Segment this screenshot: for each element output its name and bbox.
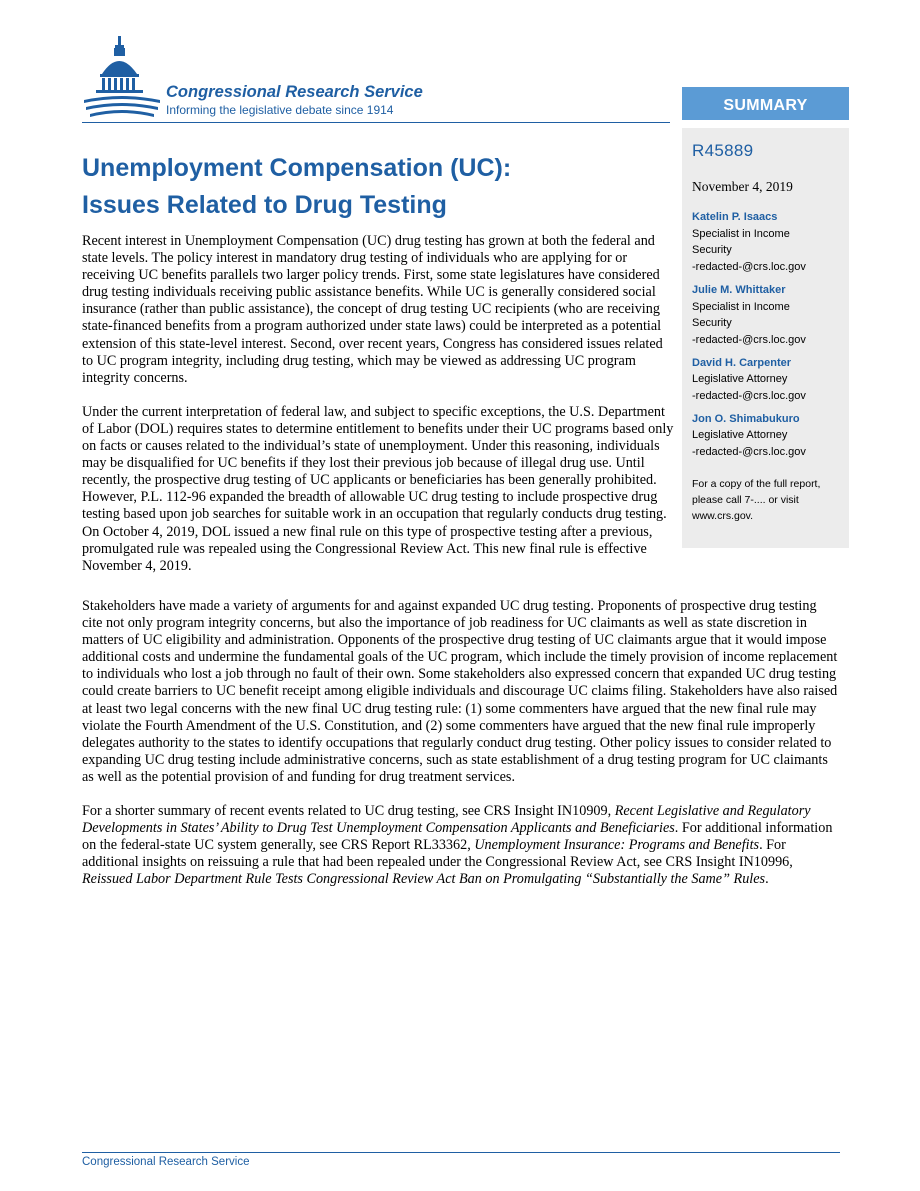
summary-heading: SUMMARY <box>682 87 849 120</box>
text-run: . <box>765 871 769 888</box>
text-run: . For additional insights on reissuing a rule that had been repealed under the Congressional Review Act, see CRS Insight IN10996, <box>82 837 793 871</box>
footer-divider <box>82 1152 840 1153</box>
copy-note-line: For a copy of the full report, <box>692 477 821 490</box>
author-title: Security <box>692 317 732 330</box>
author-email[interactable]: -redacted-@crs.loc.gov <box>692 261 806 274</box>
author-entry <box>692 411 839 461</box>
author-title: Security <box>692 244 732 257</box>
crs-logo <box>82 34 482 124</box>
report-citation: Reissued Labor Department Rule Tests Congressional Review Act Ban on Promulgating “Substantially the Same” Rules <box>82 871 766 888</box>
author-email[interactable]: -redacted-@crs.loc.gov <box>692 446 806 459</box>
report-date: November 4, 2019 <box>692 179 793 194</box>
author-name: Julie M. Whittaker <box>692 283 786 296</box>
copy-note-link[interactable]: www.crs.gov. <box>692 509 754 522</box>
author-entry <box>692 209 839 276</box>
capitol-dome-icon <box>82 34 162 122</box>
author-title: Legislative Attorney <box>692 373 788 386</box>
report-title <box>82 150 672 224</box>
text-run: . For additional information on the federal-state UC system generally, see CRS Report RL33362, <box>82 820 833 854</box>
author-name: David H. Carpenter <box>692 356 792 369</box>
author-entry <box>692 282 839 349</box>
org-tagline: Informing the legislative debate since 1914 <box>166 103 394 117</box>
title-line: Unemployment Compensation (UC): <box>82 154 512 182</box>
author-entry <box>692 355 839 405</box>
author-email[interactable]: -redacted-@crs.loc.gov <box>692 390 806 403</box>
summary-body-wide <box>82 598 838 906</box>
footer-org: Congressional Research Service <box>82 1156 250 1168</box>
paragraph: Recent interest in Unemployment Compensation (UC) drug testing has grown at both the federal and state levels. The policy interest in mandatory drug testing of individuals who are applying for or receiving UC benefits parallels two larger policy trends. First, some state legislatures have considered drug testing individuals receiving public assistance benefits. While UC is generally considered social insurance (rather than public assistance), the concept of drug testing UC recipients (who are receiving state-financed benefits from a program authorized under state laws) could be interpreted as a potential extension of this state-level interest. Second, over recent years, Congress has considered issues related to UC program integrity, including drug testing, which may be viewed as addressing UC program integrity concerns. <box>82 233 663 386</box>
org-name: Congressional Research Service <box>166 83 423 101</box>
related-reports-paragraph <box>82 803 838 888</box>
author-title: Specialist in Income <box>692 300 790 313</box>
header-divider <box>82 122 670 123</box>
paragraph: Under the current interpretation of federal law, and subject to specific exceptions, the U.S. Department of Labor (DOL) requires states to determine entitlement to benefits under their UC programs based only on facts or causes related to the individual’s state of unemployment. Under this reasoning, individuals may be disqualified for UC benefits if they lost their previous job because of illegal drug use. Until recently, the prospective drug testing of UC applicants or beneficiaries has been generally prohibited. However, P.L. 112-96 expanded the breadth of allowable UC drug testing to include prospective drug testing based upon job searches for suitable work in an occupation that regularly conducts drug testing. On October 4, 2019, DOL issued a new final rule on this type of prospective testing after a previous, promulgated rule was repealed using the Congressional Review Act. This new final rule is effective November 4, 2019. <box>82 403 674 574</box>
report-citation: Recent Legislative and Regulatory Developments in States’ Ability to Drug Test Unemployment Compensation Applicants and Beneficiaries <box>82 803 811 837</box>
text-run: For a shorter summary of recent events related to UC drug testing, see CRS Insight IN10909, <box>82 803 615 820</box>
author-email[interactable]: -redacted-@crs.loc.gov <box>692 333 806 346</box>
paragraph: Stakeholders have made a variety of arguments for and against expanded UC drug testing. Proponents of prospective drug testing cite not only program integrity concerns, but also the importance of job readiness for UC claimants as well as state discretion in matters of UC eligibility and administration. Opponents of the prospective drug testing of UC claimants argue that it would impose additional costs and undermine the fundamental goals of the UC program, which include the timely provision of income replacement to individuals who lost a job through no fault of their own. Some stakeholders also expressed concern that expanded UC drug testing could create barriers to UC benefit receipt among eligible individuals and discourage UC claims filing. Stakeholders have also raised at least two legal concerns with the new final UC drug testing rule: (1) some commenters have argued that the new final rule may violate the Fourth Amendment of the U.S. Constitution, and (2) some commenters have argued that the new final rule improperly delegates authority to the states to identify occupations that regularly conduct drug testing. Other policy issues to consider related to expanding UC drug testing include administrative concerns, such as state establishment of a drug testing program for UC claimants as well as the potential provision of and funding for drug treatment services. <box>82 598 838 785</box>
summary-sidebar <box>682 128 849 548</box>
title-line: Issues Related to Drug Testing <box>82 191 447 219</box>
author-title: Specialist in Income <box>692 227 790 240</box>
author-name: Katelin P. Isaacs <box>692 211 778 223</box>
author-name: Jon O. Shimabukuro <box>692 412 800 425</box>
copy-note-line: please call 7-.... or visit <box>692 493 799 506</box>
copy-note <box>692 476 839 524</box>
report-citation: Unemployment Insurance: Programs and Benefits <box>474 837 760 854</box>
author-list <box>692 209 839 461</box>
author-title: Legislative Attorney <box>692 429 788 442</box>
summary-body-narrow <box>82 233 674 592</box>
report-number: R45889 <box>692 141 754 160</box>
